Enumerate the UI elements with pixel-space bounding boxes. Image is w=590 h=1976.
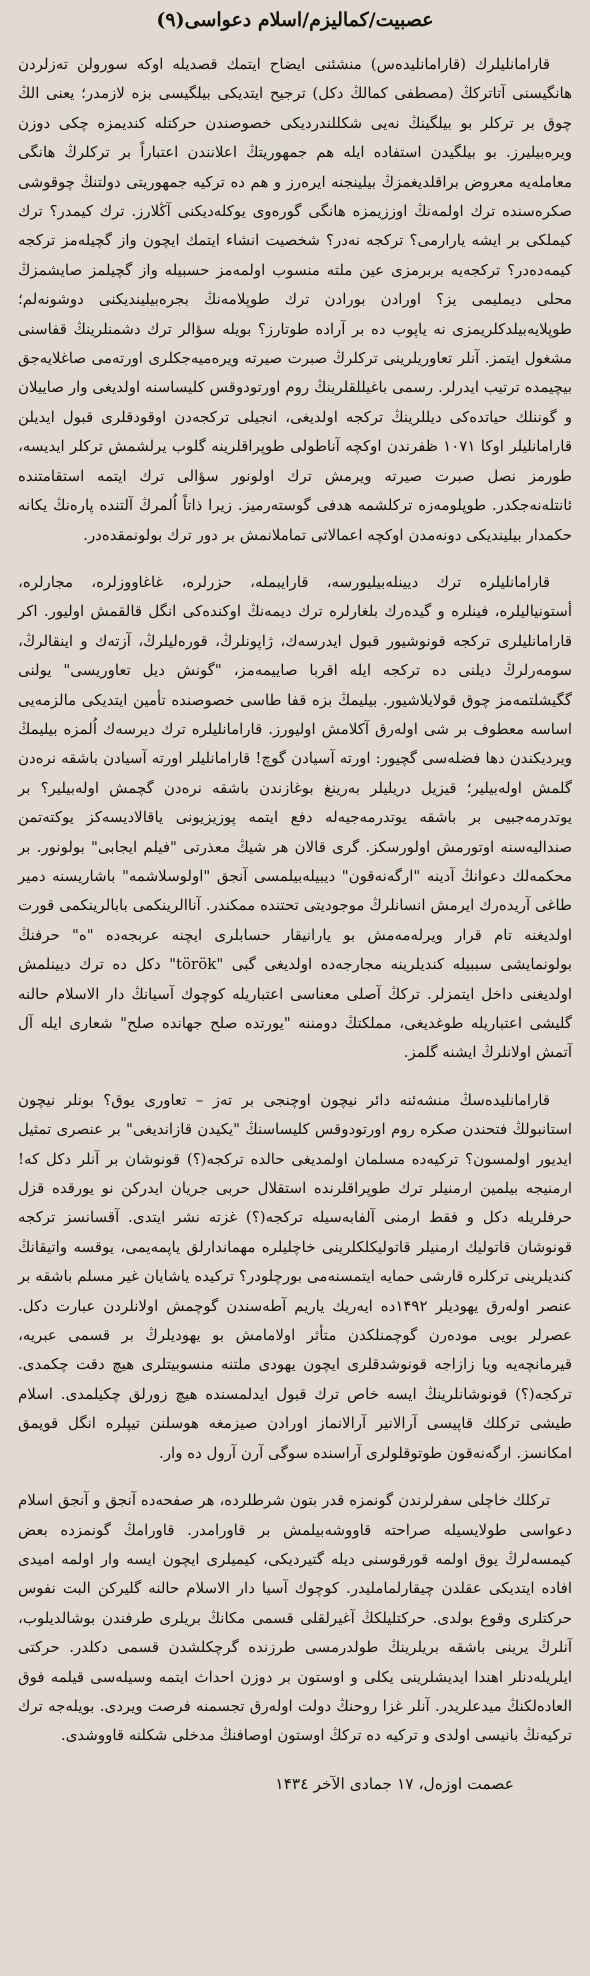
paragraph-1 (18, 50, 572, 550)
author-signature-date: عصمت اوزەل، ۱۷ جمادی الآخر ۱۴۳٤ (275, 1774, 514, 1793)
paragraph-3 (18, 1086, 572, 1468)
paragraph-4 (18, 1486, 572, 1751)
paragraph-text: قارامانلیلرك (قارامانلیدەس) منشئنی ایضاح ایتمك قصدیله اوكە سورولن تەزلردن هانگیسنی آتاترکڭ (مصطفی کمالڭ دکل) ترجیح ایتدیکی بیلگیسی بزه لازمدر؛ یعنی الڭ چوق بر ترکلر بو بیلگینڭ نەیی شکللندردیکی خصوصندن حرکتله کندیمزه چکی دوزن ویرەبیلیرز. بو بیلگیدن استفاده ایله هم جمهوریتڭ اعلانندن اعتباراً بر ترکلرڭ هانگی معامله‌یه معروض براقلدیغمزڭ بیلینجنه ایرەرز و هم ده ترکیه جمهوریتی دولتنڭ چوقوشی صکره‌سنده ترك اولمەنڭ اوززیمزه هانگی گوره‌وی یوکله‌دیکنی آڭلارز. ترك کیمدر؟ ترك کیملکی بر ایشه یارارمی؟ ترکجه نەدر؟ شخصیت انشاء ایتمك ایچون واز گچیلەمز ترکجه کیمەدەدر؟ ترکجه‌یه بربرمزی عین ملته منسوب اولمەمز حسبیله واز گچیلمز صایشمزڭ محلی دیملیمی یز؟ اورادن بورادن ترك طوپلامەنڭ بجرەبیلیندیکنی دوشونەلم؛ طوپلایەبیلدکلریمزی نه یاپوب ده بر آراده طوتارز؟ بویله سؤالر ترك دشمنلرینڭ قفاسنی مشغول ایتمز. آنلر تعاوریلرینی ترکلرڭ صبرت صیرته ویره‌میه‌جکلری اورتەمی صاغلایەجق بیچیمده ترتیب ایدرلر. رسمی باغیللقلرینڭ روم اورتودوقس کلیساسنه اولدیغی وار صاییلان و گوننلك حیاتده‌کی دیللرینڭ ترکجه اولدیغی، انجیلی ترکجەدن اوقودقلری قبول ایدیلن قارامانلیلر اوکا ۱۰۷۱ ظفرندن اوکچه آناطولی طوپراقلرینه گلوب یرلشمش ترکلر ایدیسه، طورمز نصل صبرت صیرته ویرمش ترك اولونور سؤالی ترك ایتمه استقامتنده ئانتلەنەجکدر. طوپلومەزه ترکلشمه هدفی گوستەرمیز. زیرا ذاتاً اُلمرڭ آلتنده پارەنڭ یکانه حکمدار بیلیندیکی دونەمدن اوکچه اعمالاتی تماملانمش بر دور ترك بولونمقدەدر. (18, 55, 572, 544)
paragraph-2 (18, 568, 572, 1068)
paragraph-text: ترکلك خاچلی سفرلرندن گونمزه قدر بتون شرطلرده، هر صفحەده آنجق و آنجق اسلام دعواسی طولایسیله صراحته قاووشه‌بیلمش بر قاورامدر. قاورامڭ گونمزده بعض کیمسەلرڭ یوق اولمه قورقوسنی دیله گتیردیکی، کیمیلری ایچون ایسه وار اولمه امیدی افاده ایتدیکی عقلدن چیقارلمامليدر. کوچوك آسیا دار الاسلام حالنه گلیرکن البت نفوس حرکتلری وقوع بولدی. حرکتلیلكڭ آغیرلقلی قسمی مکانڭ بریلری طرفندن بوشالدیلوب، آنلرڭ یرینی باشقه بریلرینڭ طولدرمسی طرزنده گرچکلشدن قسمی دکلدر. حرکتی ایلریلەدنلر اهندا ایدیشلرینی یکلی و اوستون بر دوزن احداث ایتمه وسیلەسی قیلمه فوق العادەلکنڭ میدعلریدر. آنلر غزا روحنڭ دولت اولەرق تجسمنه فرصت ویردی. بویلەجه ترك ترکیەنڭ بانیسی اولدی و ترکیه ده ترکڭ اوستون اوصافنڭ مدخلی شکلنه قاووشدی. (18, 1491, 572, 1745)
paragraph-text: قارامانلیده‌سڭ منشەئنه دائر نیچون اوچنجی بر تەز – تعاوری یوق؟ بونلر نیچون استانبولڭ فتحندن صکره روم اورتودوقس کلیساسنڭ "یکیدن قازاندیغی" بر عنصری تمثیل ایدیور اولمسون؟ ترکیەده مسلمان اولمدیغی حالده ترکجه(؟) قونوشان بر آنلر دکل که! ارمنیجه بیلمین ارمنیلر ترك طوپراقلرنده استقلال حربی جریان ایدرکن نو یورقده قزل حرفلریله دکل و فقط ارمنی آلفابه‌سیله ترکجه(؟) غزته نشر ایتدی. آقسانسز ترکجه قونوشان قاتولیك ارمنیلر قاتولیکلکلرینی خاچلیلره مهماندارلق یاپمەیمی، یوقسه واتیقانڭ کندیلرینی ترکلره قارشی حمایه ایتمسنەمی بورچلودر؟ ترکیده یاشایان غیر مسلم باشقه بر عنصر اولەرق یهودیلر ۱۴۹۲ده ایەریك یاریم آطەسندن گوچمش اولانلردن عبارت دکل. عصرلر بویی موده‌رن گوچمنلکدن متأثر اولامامش بو یهودیلرڭ بر قسمی عبریه، قیرمانچەیه ویا زازاجه قونوشدقلری ایچون یهودی ملتنه منسوبیتلری هیچ دقت چکمدی. ترکجه(؟) قونوشانلرینڭ ایسه خاص ترك قبول ایدلمسنده هیچ زورلق چکیلمدی. اسلام طیشی ترکلك قاپیسی آرالانیر آرالانماز اورادن صیزمغه هوسلنن تیپلره انگل قویمق امکانسز. ارگەنەقون طوتوقلولری آراسنده سوگی آرن آرول ده وار. (18, 1090, 572, 1462)
paragraph-text: قارامانلیلره ترك دیینله‌بیلیورسه، قارایبمله، حزرلره، غاغاووزلره، مجارلره، أستونیالیلره، فینلره و گیده‌رك بلغارلره ترك دیمەنڭ اوکنده‌کی انگل قالقمش اولیور. اکر قارامانلیلری ترکجه قونوشیور قبول ایدرسه‌ك، ژاپونلرڭ، قورەلیلرڭ، آزتەك و اینقالرڭ، سومەرلرڭ دیلنی ده ترکجه ایله اقربا صاییمەمز، "گونش دیل تعاوریسی" یولنی گگیشلتمەمز چوق قولایلاشیور. بیلیمڭ بزه قفا طاسی خصوصنده تأمین ایتدیکی مالزمەیی اساسه معطوف بر شی اولەرق آکلامش اولیورز. قارامانلیلره ترك دیرسه‌ك اُلمزه بیلیمڭ ویردیکندن دها فضلەسی گچیور: اورته آسیادن گوچ! قارامانلیلر اورته آسیادن باشقه نرەدن گلمش اولەبیلیر؛ قیزیل دریلیلر بەرینغ بوغازندن باشقه نرەدن گچمش اولەبیلیر؟ بر یوتدرمەجبیی بر باشقه یوتدرمەجیەله دفع ایتمه پوزیزیونی یاقالادیسەکز یوکتەتمن صندالیەسنه اوتورمش اولورسکز. گری قالان هر شیڭ معذرتی "فیلم ایجابی" بولونور. بر محکمەلك دعوانڭ آدینه "ارگەنەقون" دیبیله‌بیلمسی آنجق "اولوسلاشمه" باشاریسنه دمیر طاغی آریده‌رك ایرمش انسانلرڭ موجودیتی تحتنده ممکندر. آناالرینکمی بابالرینکمی قورت اولدیغنه تام قرار ویرلەمەمش بو یارانیقار حسابلری ایچنه عربجەده "ه" حرفنڭ بولونمایشی سببیله کندیلرینه مجارجەده اولدیغی گبی "török" دکل ده ترك دیینلمش اولدیغنی داخل ایتمزلر. ترکڭ آصلی معناسی اعتباریله کوچوك آسیانڭ دار الاسلام حالنه گلیشی اعتباریله طوغدیغی، مملکتڭ دومننه "یورتده صلح جهانده صلح" شعاری ایله آل آتمش اولانلرڭ ایشنه گلمز. (18, 572, 572, 1062)
article-title: عصبیت/کمالیزم/اسلام دعواسی(۹) (156, 9, 434, 31)
